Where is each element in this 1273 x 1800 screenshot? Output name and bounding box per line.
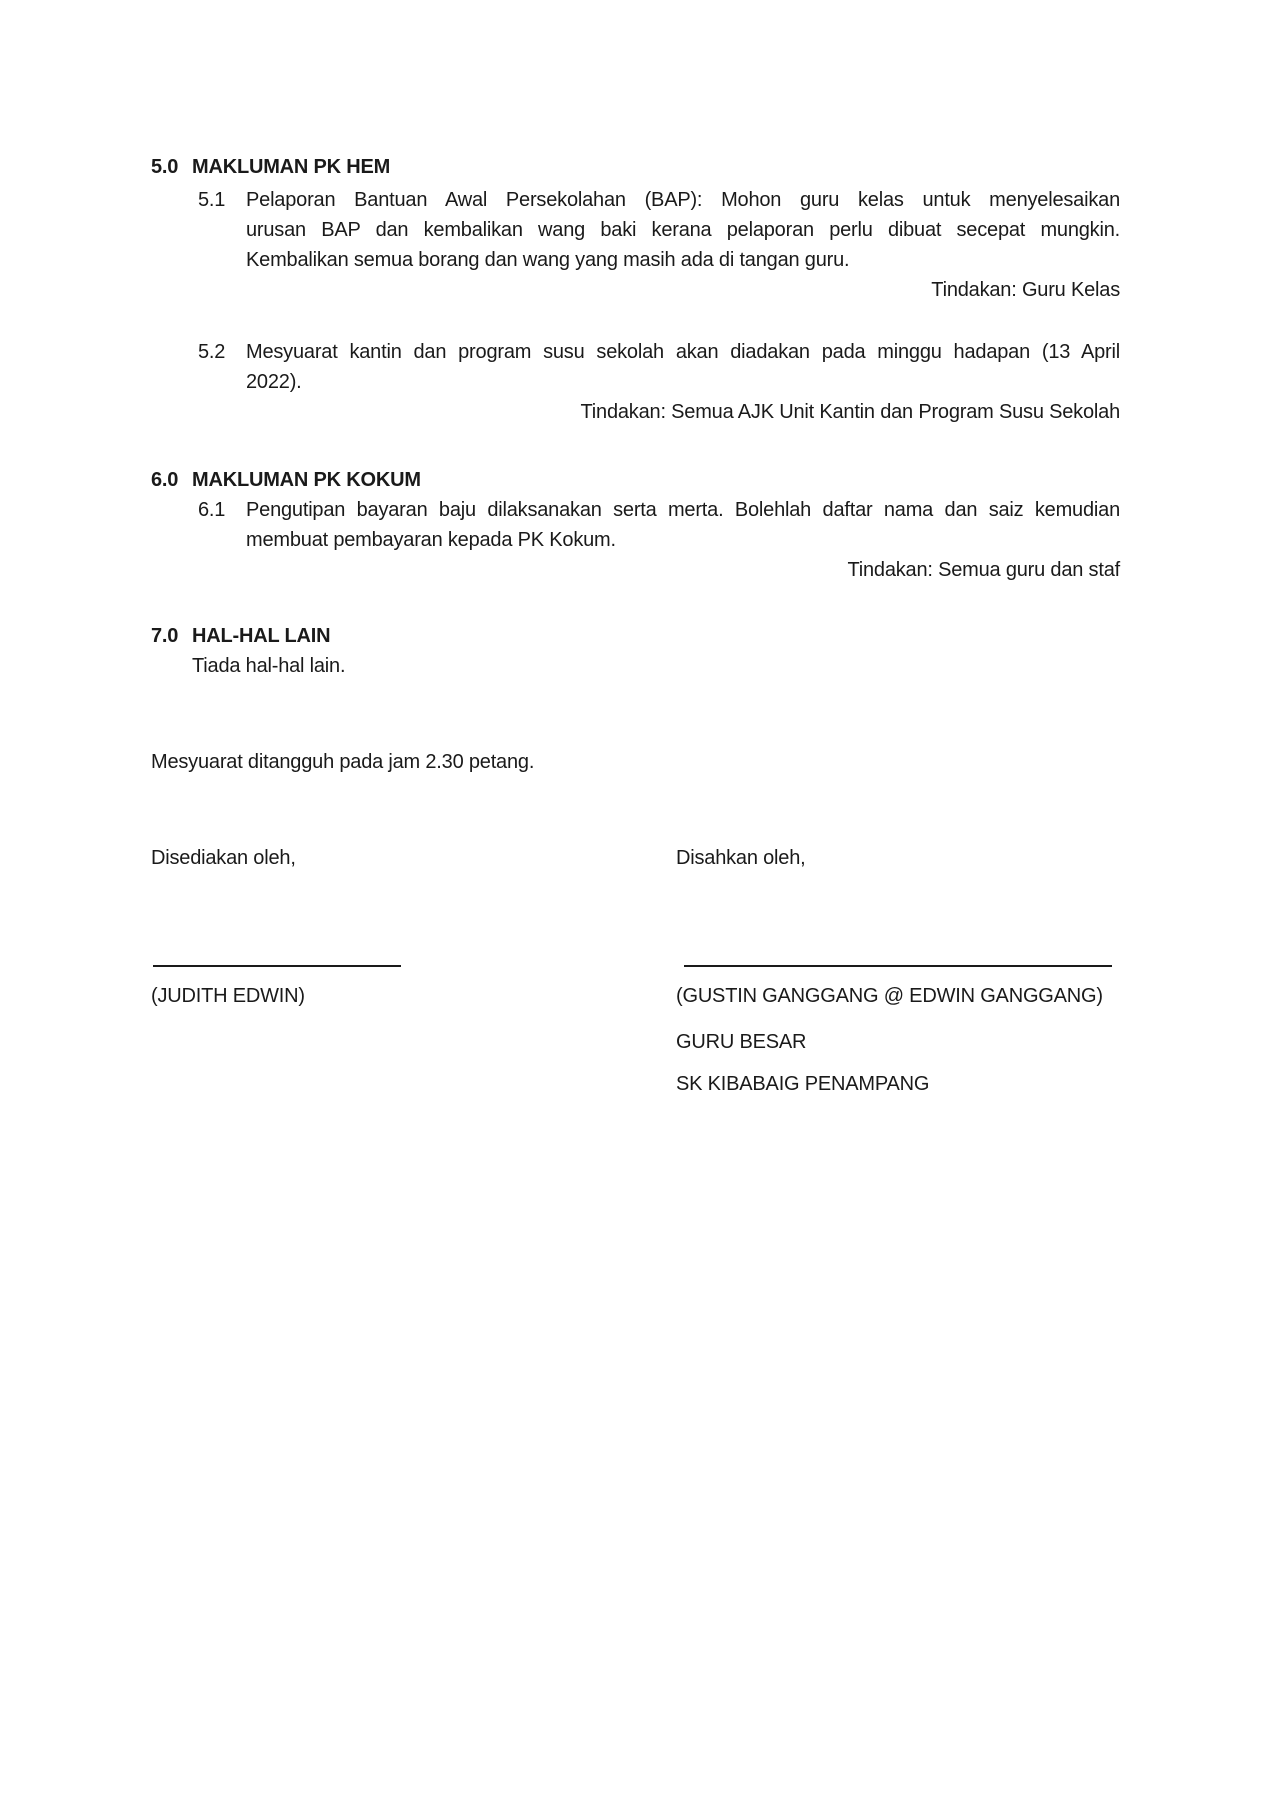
item-6-1 xyxy=(198,495,1120,555)
approved-by-label: Disahkan oleh, xyxy=(676,847,806,869)
section-heading-5 xyxy=(151,152,1120,182)
prepared-by-name: (JUDITH EDWIN) xyxy=(151,985,305,1007)
approver-position: GURU BESAR xyxy=(676,1031,807,1053)
item-number: 5.1 xyxy=(198,189,226,211)
signature-names-row xyxy=(151,981,1120,1011)
item-text xyxy=(246,337,1120,397)
item-text xyxy=(246,185,1120,275)
item-text xyxy=(246,495,1120,555)
spacer xyxy=(151,1069,676,1099)
action-line-5-2: Tindakan: Semua AJK Unit Kantin dan Program Susu Sekolah xyxy=(580,401,1120,423)
closing-line: Mesyuarat ditangguh pada jam 2.30 petang. xyxy=(151,751,535,773)
approver-position-row xyxy=(151,1027,1120,1057)
section-heading-7 xyxy=(151,621,1120,651)
signature-lines-row xyxy=(151,945,1120,967)
section-title: MAKLUMAN PK HEM xyxy=(192,156,391,178)
document-content xyxy=(151,152,1120,1099)
section-title: HAL-HAL LAIN xyxy=(192,625,331,647)
section-number: 6.0 xyxy=(151,469,179,491)
approver-school-row xyxy=(151,1069,1120,1099)
section-heading-6 xyxy=(151,465,1120,495)
spacer xyxy=(151,1027,676,1057)
prepared-by-label: Disediakan oleh, xyxy=(151,847,296,869)
signature-line xyxy=(684,945,1112,967)
item-text-line: membuat pembayaran kepada PK Kokum. xyxy=(246,529,616,551)
signature-labels-row xyxy=(151,843,1120,873)
action-line-6-1: Tindakan: Semua guru dan staf xyxy=(847,559,1120,581)
approved-by-name: (GUSTIN GANGGANG @ EDWIN GANGGANG) xyxy=(676,985,1103,1007)
signature-line xyxy=(153,945,401,967)
item-text-line: Pelaporan Bantuan Awal Persekolahan (BAP): Mohon guru kelas untuk menyelesaikan xyxy=(246,189,1120,211)
action-line-5-1: Tindakan: Guru Kelas xyxy=(931,279,1120,301)
item-text-line: urusan BAP dan kembalikan wang baki kerana pelaporan perlu dibuat secepat mungkin. xyxy=(246,219,1120,241)
section-body-7: Tiada hal-hal lain. xyxy=(192,655,346,677)
signature-line-left-cell xyxy=(151,945,676,967)
item-number: 6.1 xyxy=(198,499,226,521)
approver-school: SK KIBABAIG PENAMPANG xyxy=(676,1073,930,1095)
signature-line-right-cell xyxy=(676,945,1120,967)
section-number: 5.0 xyxy=(151,156,179,178)
section-title: MAKLUMAN PK KOKUM xyxy=(192,469,421,491)
item-5-1 xyxy=(198,185,1120,275)
item-text-line: Mesyuarat kantin dan program susu sekolah akan diadakan pada minggu hadapan (13 April xyxy=(246,341,1120,363)
item-5-2 xyxy=(198,337,1120,397)
item-text-line: Kembalikan semua borang dan wang yang masih ada di tangan guru. xyxy=(246,249,850,271)
section-number: 7.0 xyxy=(151,625,179,647)
item-text-line: Pengutipan bayaran baju dilaksanakan serta merta. Bolehlah daftar nama dan saiz kemudian xyxy=(246,499,1120,521)
item-number: 5.2 xyxy=(198,341,226,363)
item-text-line: 2022). xyxy=(246,371,302,393)
